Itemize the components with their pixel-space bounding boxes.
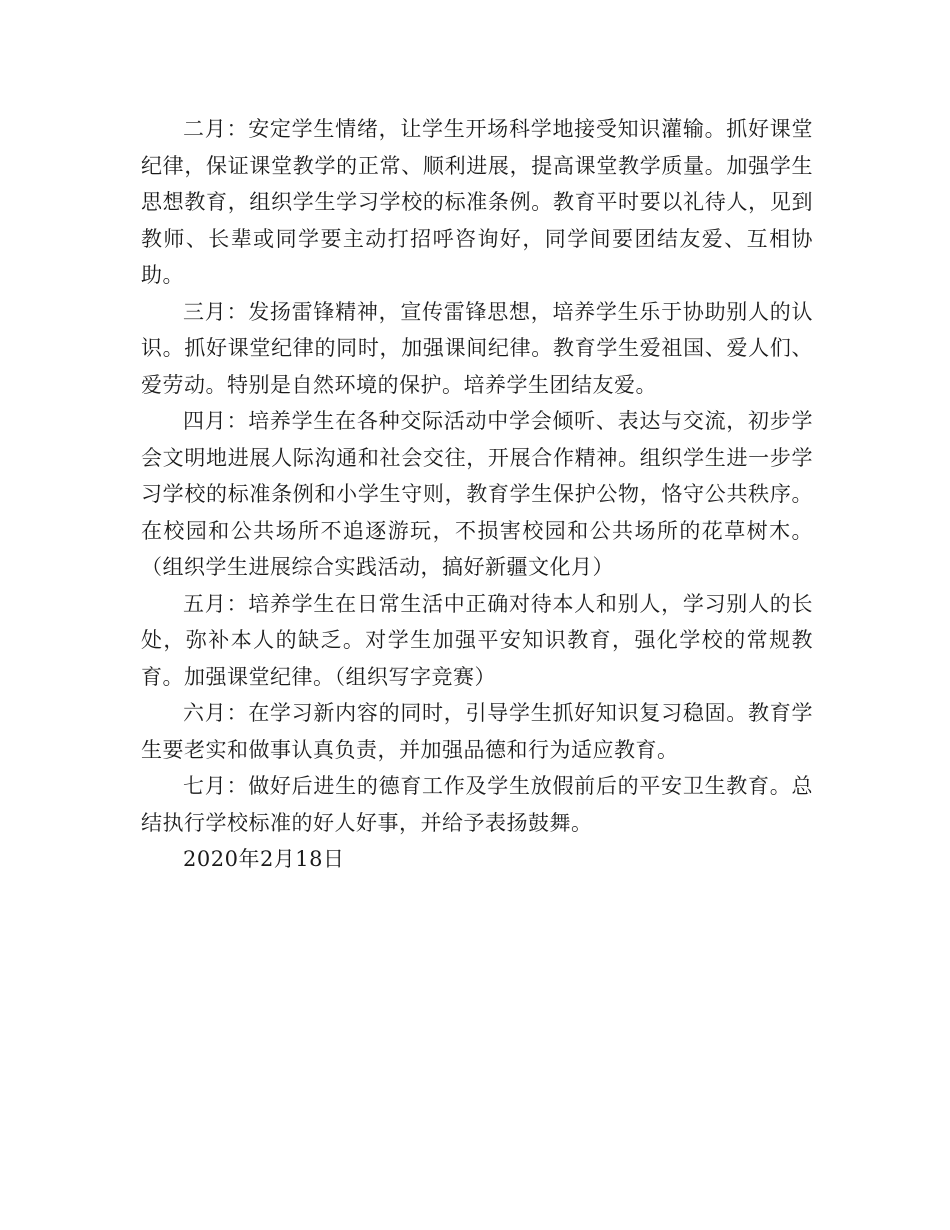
paragraph-may: 五月：培养学生在日常生活中正确对待本人和别人，学习别人的长处，弥补本人的缺乏。对学生加强平安知识教育，强化学校的常规教育。加强课堂纪律。（组织写字竞赛） xyxy=(141,591,813,689)
paragraph-april: 四月：培养学生在各种交际活动中学会倾听、表达与交流，初步学会文明地进展人际沟通和社会交往，开展合作精神。组织学生进一步学习学校的标准条例和小学生守则，教育学生保护公物，恪守公共秩序。在校园和公共场所不追逐游玩，不损害校园和公共场所的花草树木。（组织学生进展综合实践活动，搞好新疆文化月） xyxy=(141,409,813,579)
document-body xyxy=(141,111,813,878)
paragraph-july: 七月：做好后进生的德育工作及学生放假前后的平安卫生教育。总结执行学校标准的好人好事，并给予表扬鼓舞。 xyxy=(141,774,813,835)
paragraph-march: 三月：发扬雷锋精神，宣传雷锋思想，培养学生乐于协助别人的认识。抓好课堂纪律的同时，加强课间纪律。教育学生爱祖国、爱人们、爱劳动。特别是自然环境的保护。培养学生团结友爱。 xyxy=(141,299,813,397)
paragraph-june: 六月：在学习新内容的同时，引导学生抓好知识复习稳固。教育学生要老实和做事认真负责，并加强品德和行为适应教育。 xyxy=(141,701,813,762)
document-date: 2020年2月18日 xyxy=(183,847,345,871)
paragraph-february: 二月：安定学生情绪，让学生开场科学地接受知识灌输。抓好课堂纪律，保证课堂教学的正常、顺利进展，提高课堂教学质量。加强学生思想教育，组织学生学习学校的标准条例。教育平时要以礼待人，见到教师、长辈或同学要主动打招呼咨询好，同学间要团结友爱、互相协助。 xyxy=(141,117,813,287)
